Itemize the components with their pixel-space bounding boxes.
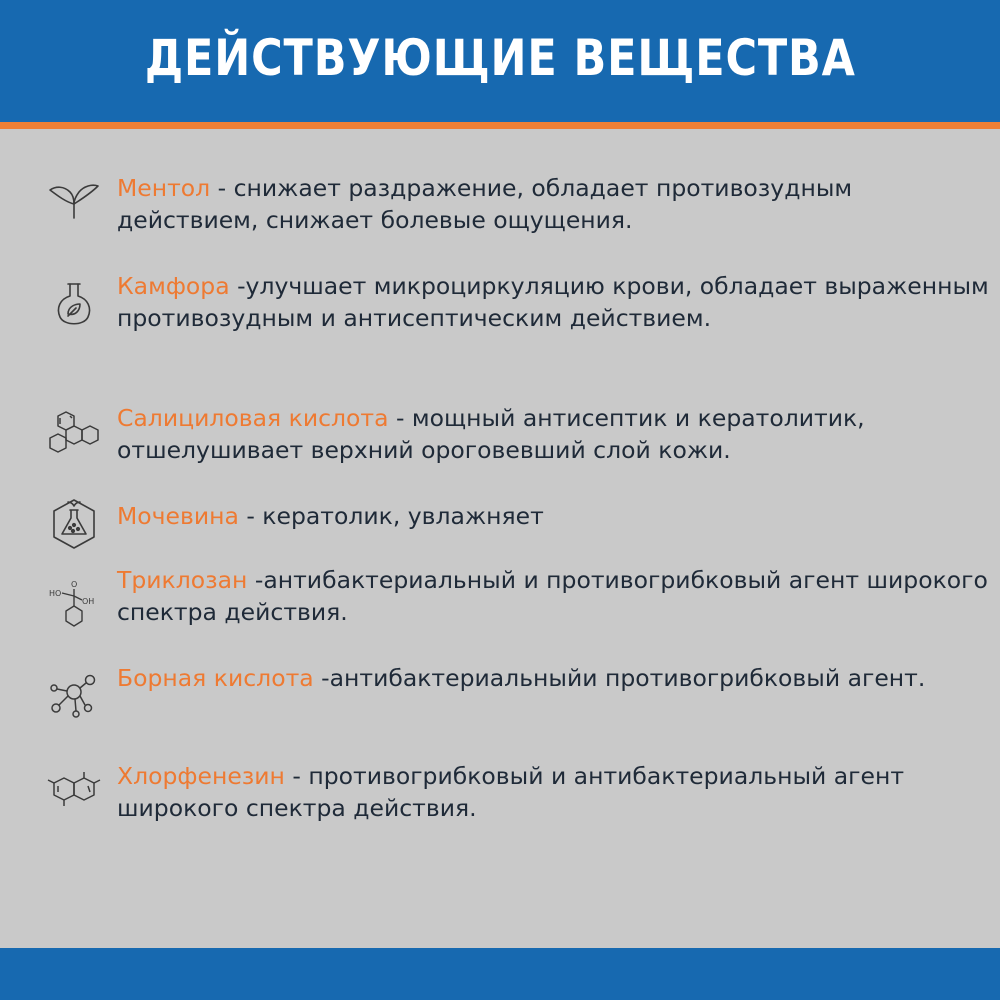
ingredient-description: - мощный антисептик и кератолитик, отшелушивает верхний ороговевший слой кожи. [117, 404, 865, 464]
footer-band [0, 948, 1000, 1000]
chemical-formula-icon [46, 578, 102, 634]
ingredient-description: -улучшает микроциркуляцию крови, обладает выраженным противозудным и антисептическим действием. [117, 272, 989, 332]
ingredient-name: Салициловая кислота [117, 404, 389, 432]
svg-text:OH: OH [82, 597, 95, 606]
flask-leaf-icon [46, 278, 102, 334]
header-banner [0, 0, 1000, 122]
svg-text:HO: HO [49, 589, 62, 598]
benzene-rings-icon [46, 764, 102, 820]
ingredient-description: -антибактериальныйи противогрибковый агент. [313, 664, 926, 692]
ingredient-text [117, 402, 997, 466]
ingredient-name: Камфора [117, 272, 230, 300]
ingredient-text [117, 500, 997, 532]
ingredient-name: Мочевина [117, 502, 239, 530]
ingredient-description: -антибактериальный и противогрибковый агент широкого спектра действия. [117, 566, 988, 626]
header-accent-stripe [0, 122, 1000, 129]
hexagon-flask-icon [46, 496, 102, 552]
ingredient-text [117, 662, 997, 694]
svg-text:O: O [71, 580, 78, 589]
ingredient-name: Ментол [117, 174, 211, 202]
ingredient-description: - противогрибковый и антибактериальный агент широкого спектра действия. [117, 762, 905, 822]
molecule-rings-icon [46, 404, 102, 460]
ingredient-name: Триклозан [117, 566, 248, 594]
ingredient-text [117, 172, 997, 236]
molecule-network-icon [46, 668, 102, 724]
ingredient-name: Борная кислота [117, 664, 314, 692]
ingredient-name: Хлорфенезин [117, 762, 285, 790]
ingredient-text [117, 760, 997, 824]
ingredient-text [117, 270, 997, 334]
ingredient-text [117, 564, 997, 628]
page-title: ДЕЙСТВУЮЩИЕ ВЕЩЕСТВА [144, 29, 856, 87]
leaves-icon [46, 172, 102, 228]
ingredient-description: - кератолик, увлажняет [238, 502, 544, 530]
ingredient-description: - снижает раздражение, обладает противозудным действием, снижает болевые ощущения. [117, 174, 853, 234]
